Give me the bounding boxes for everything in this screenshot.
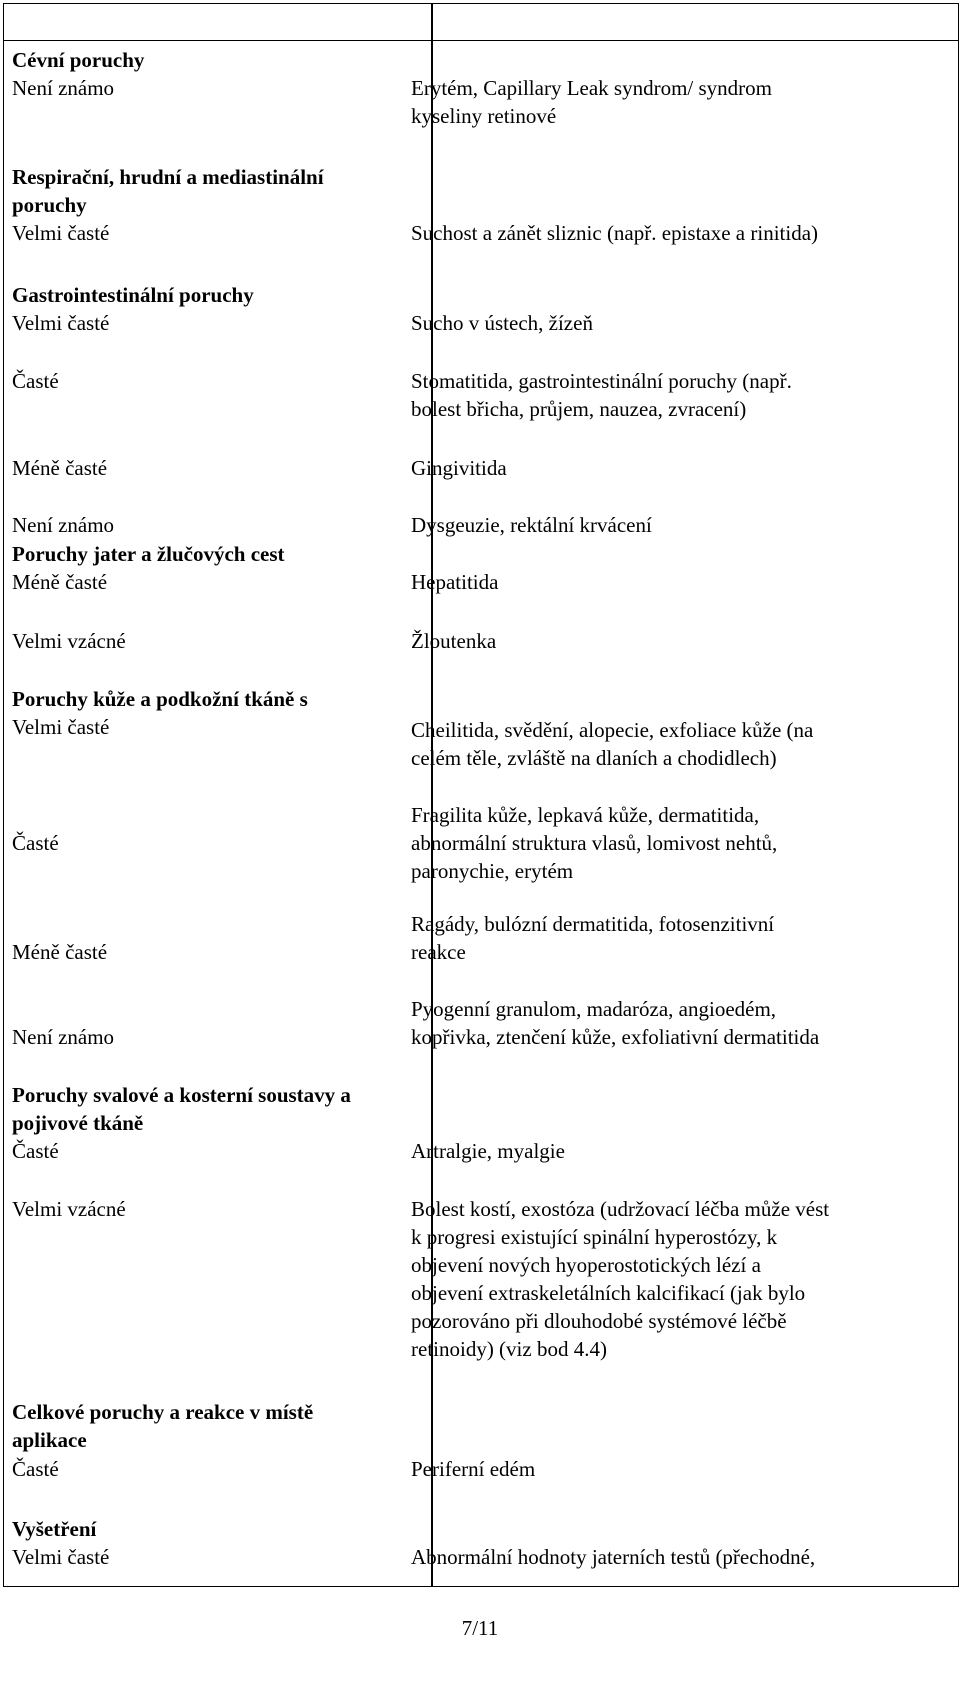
table-header-row <box>3 3 959 41</box>
right-cell-text: Hepatitida <box>411 570 499 594</box>
left-cell-heading: pojivové tkáně <box>12 1111 144 1135</box>
left-cell-text: Není známo <box>12 76 115 100</box>
left-cell-text: Není známo <box>12 1025 115 1049</box>
right-cell-text: celém těle, zvláště na dlaních a chodidlech) <box>411 746 777 770</box>
right-cell-text: Fragilita kůže, lepkavá kůže, dermatitida, <box>411 803 760 827</box>
left-cell-heading: Gastrointestinální poruchy <box>12 283 254 307</box>
right-cell-text: Abnormální hodnoty jaterních testů (přechodné, <box>411 1545 816 1569</box>
left-cell-text: Časté <box>12 1139 59 1163</box>
left-cell-text: Časté <box>12 831 59 855</box>
right-cell-text: retinoidy) (viz bod 4.4) <box>411 1337 607 1361</box>
right-cell-text: Cheilitida, svědění, alopecie, exfoliace kůže (na <box>411 718 814 742</box>
right-cell-text: Gingivitida <box>411 456 507 480</box>
right-cell-text: Ragády, bulózní dermatitida, fotosenzitivní <box>411 912 775 936</box>
left-cell-text: Velmi časté <box>12 1545 110 1569</box>
left-cell-text: Méně časté <box>12 940 108 964</box>
right-cell-text: abnormální struktura vlasů, lomivost nehtů, <box>411 831 778 855</box>
right-cell-text: Bolest kostí, exostóza (udržovací léčba může vést <box>411 1197 830 1221</box>
left-cell-heading: Poruchy kůže a podkožní tkáně s <box>12 687 308 711</box>
right-cell-text: reakce <box>411 940 466 964</box>
right-cell-text: Periferní edém <box>411 1457 536 1481</box>
left-cell-text: Velmi časté <box>12 221 110 245</box>
left-cell-text: Časté <box>12 369 59 393</box>
left-cell-heading: Cévní poruchy <box>12 48 145 72</box>
right-cell-text: pozorováno při dlouhodobé systémové léčbě <box>411 1309 787 1333</box>
right-cell-text: Erytém, Capillary Leak syndrom/ syndrom <box>411 76 773 100</box>
right-cell-text: Stomatitida, gastrointestinální poruchy (např. <box>411 369 792 393</box>
left-cell-text: Velmi časté <box>12 311 110 335</box>
left-cell-text: Časté <box>12 1457 59 1481</box>
right-cell-text: paronychie, erytém <box>411 859 574 883</box>
right-cell-text: Artralgie, myalgie <box>411 1139 565 1163</box>
left-cell-text: Není známo <box>12 513 115 537</box>
right-cell-text: k progresi existující spinální hyperostózy, k <box>411 1225 778 1249</box>
right-cell-text: Sucho v ústech, žízeň <box>411 311 593 335</box>
right-cell-text: objevení nových hyoperostotických lézí a <box>411 1253 761 1277</box>
right-cell-text: Dysgeuzie, rektální krvácení <box>411 513 652 537</box>
right-cell-text: bolest břicha, průjem, nauzea, zvracení) <box>411 397 747 421</box>
left-cell-heading: Poruchy svalové a kosterní soustavy a <box>12 1083 351 1107</box>
left-cell-text: Velmi časté <box>12 715 110 739</box>
page-number: 7/11 <box>461 1616 499 1640</box>
left-cell-text: Velmi vzácné <box>12 1197 126 1221</box>
left-cell-heading: Respirační, hrudní a mediastinální <box>12 165 324 189</box>
left-cell-text: Velmi vzácné <box>12 629 126 653</box>
right-cell-text: Žloutenka <box>411 629 497 653</box>
left-cell-heading: poruchy <box>12 193 87 217</box>
left-cell-heading: aplikace <box>12 1428 87 1452</box>
right-cell-text: Pyogenní granulom, madaróza, angioedém, <box>411 997 777 1021</box>
left-cell-heading: Vyšetření <box>12 1517 97 1541</box>
left-cell-text: Méně časté <box>12 570 108 594</box>
right-cell-text: kyseliny retinové <box>411 104 557 128</box>
right-cell-text: Suchost a zánět sliznic (např. epistaxe a rinitida) <box>411 221 819 245</box>
right-cell-text: objevení extraskeletálních kalcifikací (jak bylo <box>411 1281 806 1305</box>
left-cell-heading: Celkové poruchy a reakce v místě <box>12 1400 314 1424</box>
left-cell-text: Méně časté <box>12 456 108 480</box>
left-cell-heading: Poruchy jater a žlučových cest <box>12 542 285 566</box>
right-cell-text: kopřivka, ztenčení kůže, exfoliativní dermatitida <box>411 1025 820 1049</box>
